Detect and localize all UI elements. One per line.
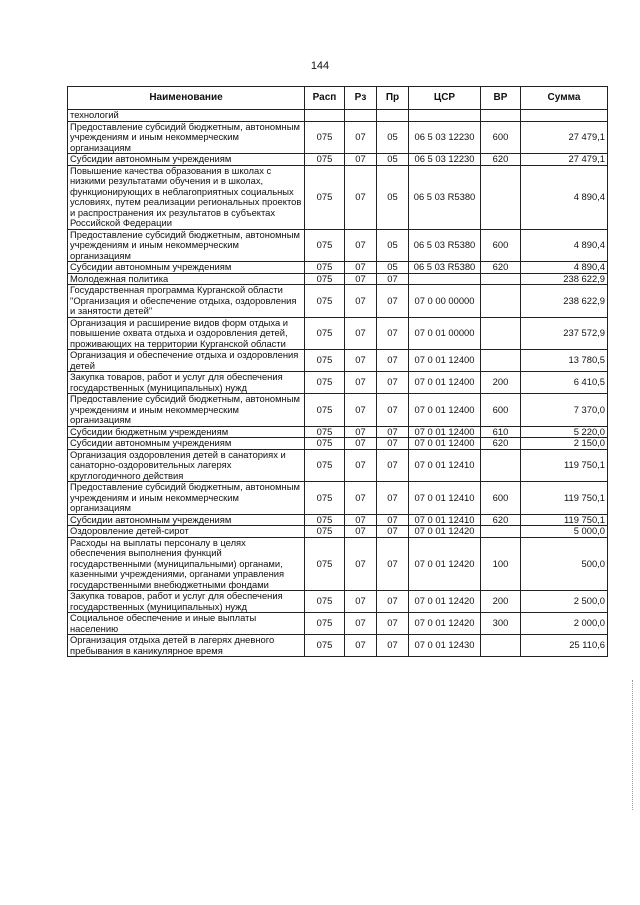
cell-vr: 600 (481, 229, 521, 262)
table-row (68, 635, 608, 657)
cell-pr: 07 (377, 526, 409, 538)
cell-csr: 06 5 03 R5380 (409, 262, 481, 274)
cell-sum: 5 220,0 (521, 426, 608, 438)
cell-rasp (305, 110, 345, 122)
col-header-csr: ЦСР (409, 87, 481, 110)
cell-pr: 07 (377, 449, 409, 482)
cell-rz: 07 (345, 514, 377, 526)
table-row (68, 273, 608, 285)
cell-rz: 07 (345, 613, 377, 635)
cell-rz: 07 (345, 372, 377, 394)
table-row (68, 514, 608, 526)
cell-sum: 119 750,1 (521, 482, 608, 515)
page-number: 144 (310, 60, 330, 72)
cell-vr (481, 165, 521, 229)
table-row (68, 285, 608, 318)
cell-csr (409, 110, 481, 122)
cell-rz: 07 (345, 273, 377, 285)
cell-rasp: 075 (305, 482, 345, 515)
cell-rz: 07 (345, 526, 377, 538)
cell-vr (481, 635, 521, 657)
cell-name: Оздоровление детей-сирот (68, 526, 305, 538)
table-row (68, 350, 608, 372)
cell-pr: 05 (377, 121, 409, 154)
cell-rasp: 075 (305, 372, 345, 394)
cell-rz: 07 (345, 317, 377, 350)
cell-rz: 07 (345, 229, 377, 262)
cell-csr: 07 0 01 12430 (409, 635, 481, 657)
cell-rasp: 075 (305, 317, 345, 350)
cell-sum: 27 479,1 (521, 121, 608, 154)
cell-sum: 237 572,9 (521, 317, 608, 350)
cell-name: Государственная программа Курганской области "Организация и обеспечение отдыха, оздоровления и занятости детей" (68, 285, 305, 318)
cell-rz: 07 (345, 591, 377, 613)
table-row (68, 262, 608, 274)
cell-rasp: 075 (305, 426, 345, 438)
cell-sum: 2 150,0 (521, 438, 608, 450)
cell-csr: 06 5 03 R5380 (409, 165, 481, 229)
cell-sum: 500,0 (521, 537, 608, 591)
cell-pr: 07 (377, 591, 409, 613)
cell-csr: 07 0 01 12420 (409, 613, 481, 635)
cell-rasp: 075 (305, 262, 345, 274)
cell-pr: 07 (377, 537, 409, 591)
cell-csr: 07 0 01 12410 (409, 514, 481, 526)
cell-sum: 119 750,1 (521, 514, 608, 526)
cell-pr: 07 (377, 317, 409, 350)
cell-sum: 2 000,0 (521, 613, 608, 635)
cell-name: Молодежная политика (68, 273, 305, 285)
cell-vr (481, 526, 521, 538)
cell-name: Организация отдыха детей в лагерях дневного пребывания в каникулярное время (68, 635, 305, 657)
cell-rz: 07 (345, 350, 377, 372)
cell-sum: 7 370,0 (521, 394, 608, 427)
cell-pr: 05 (377, 229, 409, 262)
cell-csr: 07 0 01 12420 (409, 591, 481, 613)
cell-vr (481, 449, 521, 482)
cell-rz: 07 (345, 426, 377, 438)
cell-vr: 600 (481, 394, 521, 427)
cell-rz: 07 (345, 285, 377, 318)
cell-name: Предоставление субсидий бюджетным, автономным учреждениям и иным некоммерческим организациям (68, 482, 305, 515)
cell-rasp: 075 (305, 394, 345, 427)
cell-vr (481, 350, 521, 372)
cell-sum: 27 479,1 (521, 154, 608, 166)
cell-sum: 4 890,4 (521, 165, 608, 229)
table-header-row (68, 87, 608, 110)
cell-vr: 200 (481, 591, 521, 613)
cell-rasp: 075 (305, 537, 345, 591)
table-row (68, 317, 608, 350)
cell-sum: 6 410,5 (521, 372, 608, 394)
scan-edge-marks (632, 680, 634, 810)
cell-rz: 07 (345, 438, 377, 450)
cell-vr: 610 (481, 426, 521, 438)
cell-vr (481, 273, 521, 285)
cell-rasp: 075 (305, 635, 345, 657)
cell-vr: 600 (481, 121, 521, 154)
cell-name: Социальное обеспечение и иные выплаты населению (68, 613, 305, 635)
cell-csr: 07 0 01 12400 (409, 350, 481, 372)
cell-name: Предоставление субсидий бюджетным, автономным учреждениям и иным некоммерческим организациям (68, 394, 305, 427)
table-row (68, 537, 608, 591)
cell-rz: 07 (345, 537, 377, 591)
cell-sum: 25 110,6 (521, 635, 608, 657)
cell-pr: 07 (377, 350, 409, 372)
cell-name: Закупка товаров, работ и услуг для обеспечения государственных (муниципальных) нужд (68, 372, 305, 394)
cell-rz: 07 (345, 482, 377, 515)
cell-rz: 07 (345, 635, 377, 657)
cell-rasp: 075 (305, 350, 345, 372)
cell-rz: 07 (345, 165, 377, 229)
cell-pr: 07 (377, 372, 409, 394)
col-header-pr: Пр (377, 87, 409, 110)
cell-rasp: 075 (305, 591, 345, 613)
cell-rasp: 075 (305, 438, 345, 450)
cell-csr: 06 5 03 R5380 (409, 229, 481, 262)
cell-vr: 620 (481, 262, 521, 274)
cell-name: Субсидии автономным учреждениям (68, 438, 305, 450)
cell-vr: 300 (481, 613, 521, 635)
cell-rz (345, 110, 377, 122)
budget-table (67, 86, 608, 657)
cell-name: Организация и расширение видов форм отдыха и повышение охвата отдыха и оздоровления детей, проживающих на территории Курганской области (68, 317, 305, 350)
cell-rz: 07 (345, 154, 377, 166)
cell-name: Закупка товаров, работ и услуг для обеспечения государственных (муниципальных) нужд (68, 591, 305, 613)
cell-sum: 4 890,4 (521, 229, 608, 262)
cell-vr (481, 317, 521, 350)
cell-rasp: 075 (305, 121, 345, 154)
cell-pr: 05 (377, 262, 409, 274)
cell-csr: 07 0 01 12420 (409, 526, 481, 538)
cell-name: Субсидии бюджетным учреждениям (68, 426, 305, 438)
cell-csr: 07 0 01 00000 (409, 317, 481, 350)
cell-rasp: 075 (305, 285, 345, 318)
cell-vr: 620 (481, 154, 521, 166)
cell-csr: 06 5 03 12230 (409, 121, 481, 154)
cell-sum: 238 622,9 (521, 285, 608, 318)
cell-csr: 07 0 01 12400 (409, 438, 481, 450)
cell-csr: 07 0 01 12410 (409, 482, 481, 515)
cell-csr: 07 0 01 12410 (409, 449, 481, 482)
cell-rz: 07 (345, 394, 377, 427)
cell-vr: 100 (481, 537, 521, 591)
cell-csr: 07 0 01 12420 (409, 537, 481, 591)
cell-rasp: 075 (305, 165, 345, 229)
cell-csr (409, 273, 481, 285)
cell-rasp: 075 (305, 154, 345, 166)
cell-vr: 600 (481, 482, 521, 515)
cell-name: Предоставление субсидий бюджетным, автономным учреждениям и иным некоммерческим организациям (68, 121, 305, 154)
cell-pr (377, 110, 409, 122)
cell-pr: 05 (377, 165, 409, 229)
cell-pr: 07 (377, 438, 409, 450)
cell-name: Организация и обеспечение отдыха и оздоровления детей (68, 350, 305, 372)
cell-pr: 07 (377, 285, 409, 318)
table-row (68, 613, 608, 635)
col-header-name: Наименование (68, 87, 305, 110)
col-header-vr: ВР (481, 87, 521, 110)
cell-rasp: 075 (305, 514, 345, 526)
table-row (68, 121, 608, 154)
table-row (68, 372, 608, 394)
cell-pr: 07 (377, 635, 409, 657)
table-row (68, 438, 608, 450)
cell-csr: 07 0 01 12400 (409, 394, 481, 427)
cell-csr: 07 0 01 12400 (409, 426, 481, 438)
table-row (68, 110, 608, 122)
cell-pr: 07 (377, 426, 409, 438)
cell-name: Субсидии автономным учреждениям (68, 514, 305, 526)
table-row (68, 229, 608, 262)
cell-rasp: 075 (305, 526, 345, 538)
cell-sum: 119 750,1 (521, 449, 608, 482)
table-row (68, 449, 608, 482)
cell-vr: 620 (481, 514, 521, 526)
cell-csr: 07 0 00 00000 (409, 285, 481, 318)
cell-sum: 2 500,0 (521, 591, 608, 613)
cell-rasp: 075 (305, 229, 345, 262)
cell-rasp: 075 (305, 613, 345, 635)
cell-rasp: 075 (305, 273, 345, 285)
table-row (68, 426, 608, 438)
cell-name: Субсидии автономным учреждениям (68, 262, 305, 274)
cell-csr: 06 5 03 12230 (409, 154, 481, 166)
cell-pr: 05 (377, 154, 409, 166)
cell-name: Субсидии автономным учреждениям (68, 154, 305, 166)
table-row (68, 482, 608, 515)
cell-name: Организация оздоровления детей в санаториях и санаторно-оздоровительных лагерях круглогодичного действия (68, 449, 305, 482)
table-row (68, 165, 608, 229)
cell-vr: 620 (481, 438, 521, 450)
table-row (68, 526, 608, 538)
cell-sum: 13 780,5 (521, 350, 608, 372)
cell-pr: 07 (377, 482, 409, 515)
cell-vr: 200 (481, 372, 521, 394)
table-row (68, 394, 608, 427)
cell-sum: 4 890,4 (521, 262, 608, 274)
cell-rz: 07 (345, 262, 377, 274)
cell-name: Расходы на выплаты персоналу в целях обеспечения выполнения функций государственными (муниципальными) органами, казенными учреждениями, органами управления государственными внебюджетными фондами (68, 537, 305, 591)
col-header-rasp: Расп (305, 87, 345, 110)
cell-pr: 07 (377, 394, 409, 427)
cell-sum: 5 000,0 (521, 526, 608, 538)
table-row (68, 154, 608, 166)
cell-csr: 07 0 01 12400 (409, 372, 481, 394)
cell-pr: 07 (377, 613, 409, 635)
cell-sum (521, 110, 608, 122)
cell-rz: 07 (345, 121, 377, 154)
cell-name: Предоставление субсидий бюджетным, автономным учреждениям и иным некоммерческим организациям (68, 229, 305, 262)
cell-name: Повышение качества образования в школах с низкими результатами обучения и в школах, функционирующих в неблагоприятных социальных условиях, путем реализации региональных проектов и распространения их результатов в субъектах Российской Федерации (68, 165, 305, 229)
cell-rz: 07 (345, 449, 377, 482)
col-header-rz: Рз (345, 87, 377, 110)
col-header-sum: Сумма (521, 87, 608, 110)
table-row (68, 591, 608, 613)
cell-name: технологий (68, 110, 305, 122)
cell-pr: 07 (377, 273, 409, 285)
cell-pr: 07 (377, 514, 409, 526)
cell-vr (481, 110, 521, 122)
cell-rasp: 075 (305, 449, 345, 482)
cell-sum: 238 622,9 (521, 273, 608, 285)
cell-vr (481, 285, 521, 318)
